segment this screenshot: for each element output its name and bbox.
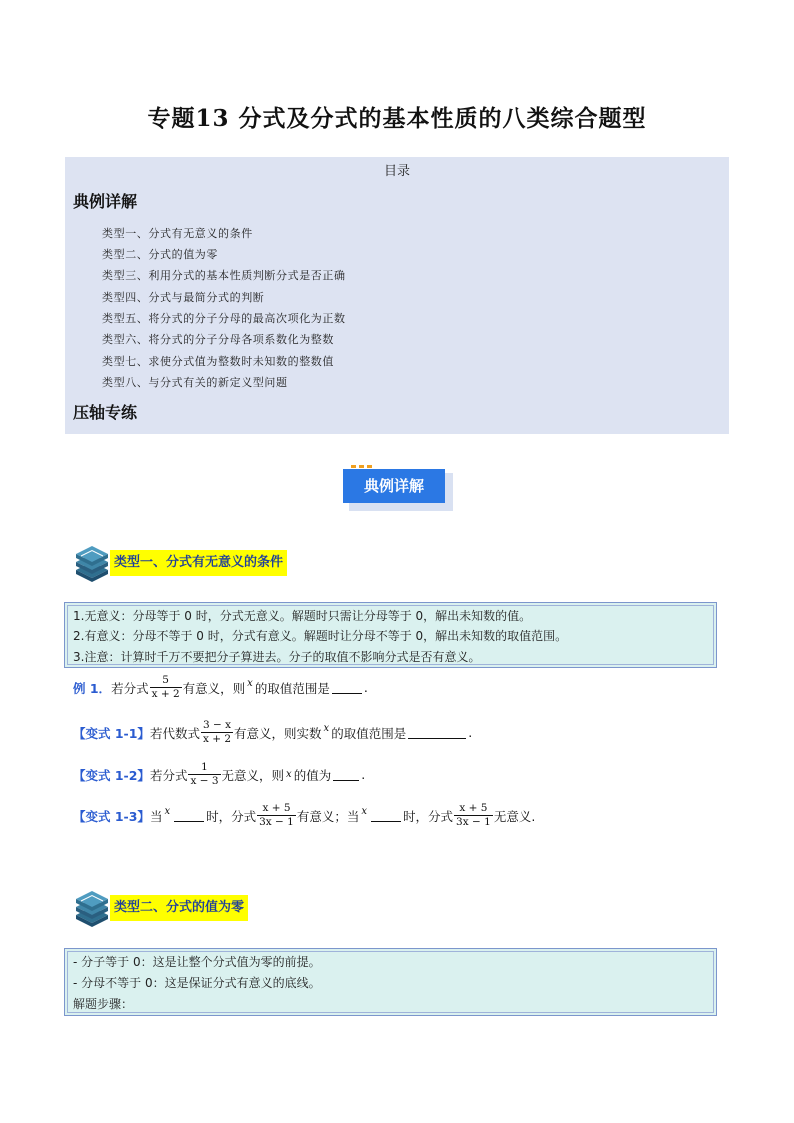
banner-dots	[351, 465, 373, 468]
text: 无意义.	[493, 808, 536, 824]
note-line: 解题步骤：	[73, 997, 134, 1011]
toc-item[interactable]: 类型二、分式的值为零	[102, 248, 218, 261]
fraction	[454, 802, 493, 829]
text: 无意义，则	[221, 767, 285, 783]
text: 当	[149, 808, 163, 824]
fraction	[201, 719, 233, 746]
variable: x	[323, 723, 330, 734]
toc-item[interactable]: 类型四、分式与最简分式的判断	[102, 291, 265, 304]
note-line: 1.无意义：分母等于 0 时，分式无意义。解题时只需让分母等于 0，解出未知数的值。	[73, 609, 532, 623]
note-line: 3.注意：计算时千万不要把分子算进去。分子的取值不影响分式是否有意义。	[73, 650, 481, 664]
note-line: - 分母不等于 0：这是保证分式有意义的底线。	[73, 976, 321, 990]
fraction	[257, 802, 296, 829]
text: 若代数式	[149, 725, 200, 741]
answer-blank[interactable]	[408, 726, 466, 739]
text: .	[468, 725, 473, 740]
text: .	[363, 680, 368, 695]
toc-item[interactable]: 类型六、将分式的分子分母各项系数化为整数	[102, 333, 334, 346]
answer-blank[interactable]	[332, 681, 362, 694]
toc-item[interactable]: 类型七、求使分式值为整数时未知数的整数值	[102, 355, 334, 368]
books-icon	[73, 891, 111, 927]
answer-blank[interactable]	[333, 768, 359, 781]
numerator: 3 − x	[202, 719, 232, 731]
variant-tag: 【变式 1-2】	[73, 767, 150, 783]
answer-blank[interactable]	[174, 809, 204, 822]
type1-note-box	[64, 602, 717, 668]
toc-section-advanced[interactable]: 压轴专练	[73, 403, 138, 422]
variable: x	[164, 806, 171, 817]
denominator: x + 2	[151, 688, 180, 700]
type2-note-box	[64, 948, 717, 1016]
numerator: 5	[162, 674, 169, 686]
table-of-contents	[65, 157, 729, 434]
type2-label: 类型二、分式的值为零	[110, 895, 248, 921]
text: 的取值范围是	[331, 725, 407, 741]
text: 有意义，则实数	[234, 725, 322, 741]
fraction	[188, 761, 220, 788]
note-line: 2.有意义：分母不等于 0 时，分式有意义。解题时让分母不等于 0，解出未知数的取值范围。	[73, 629, 568, 643]
toc-heading: 目录	[383, 164, 410, 179]
numerator: x + 5	[459, 802, 488, 814]
text: 的值为	[293, 767, 332, 783]
toc-item[interactable]: 类型五、将分式的分子分母的最高次项化为正数	[102, 312, 346, 325]
denominator: x + 2	[202, 733, 232, 745]
variant-1-3	[73, 802, 535, 829]
toc-item[interactable]: 类型八、与分式有关的新定义型问题	[102, 376, 288, 389]
fraction	[150, 674, 182, 701]
denominator: 3x − 1	[259, 816, 294, 828]
books-icon	[73, 546, 111, 582]
variant-tag: 【变式 1-1】	[73, 725, 150, 741]
example-1	[73, 674, 368, 701]
text: 若分式	[149, 767, 188, 783]
toc-item[interactable]: 类型一、分式有无意义的条件	[102, 227, 253, 240]
banner-label: 典例详解	[343, 469, 445, 503]
text: .	[361, 767, 366, 782]
answer-blank[interactable]	[371, 809, 401, 822]
page-title: 专题13 分式及分式的基本性质的八类综合题型	[147, 105, 647, 132]
denominator: x − 3	[190, 775, 219, 787]
text: 时，分式	[206, 808, 257, 824]
text: 有意义，则	[182, 680, 246, 696]
example-tag: 例 1．	[73, 680, 112, 696]
section-banner	[343, 467, 451, 509]
text: 若分式	[111, 680, 149, 696]
variant-tag: 【变式 1-3】	[73, 808, 150, 824]
toc-item[interactable]: 类型三、利用分式的基本性质判断分式是否正确	[102, 269, 346, 282]
text: 的取值范围是	[254, 680, 330, 696]
type1-label: 类型一、分式有无意义的条件	[110, 550, 287, 576]
text: 有意义；当	[296, 808, 360, 824]
toc-section-examples[interactable]: 典例详解	[73, 192, 138, 211]
variable: x	[247, 678, 253, 689]
numerator: 1	[201, 761, 208, 773]
variable: x	[361, 806, 368, 817]
numerator: x + 5	[262, 802, 291, 814]
text: 时，分式	[403, 808, 454, 824]
note-line: - 分子等于 0：这是让整个分式值为零的前提。	[73, 955, 321, 969]
variable: x	[286, 769, 292, 780]
denominator: 3x − 1	[456, 816, 491, 828]
variant-1-1	[73, 719, 472, 746]
variant-1-2	[73, 761, 365, 788]
